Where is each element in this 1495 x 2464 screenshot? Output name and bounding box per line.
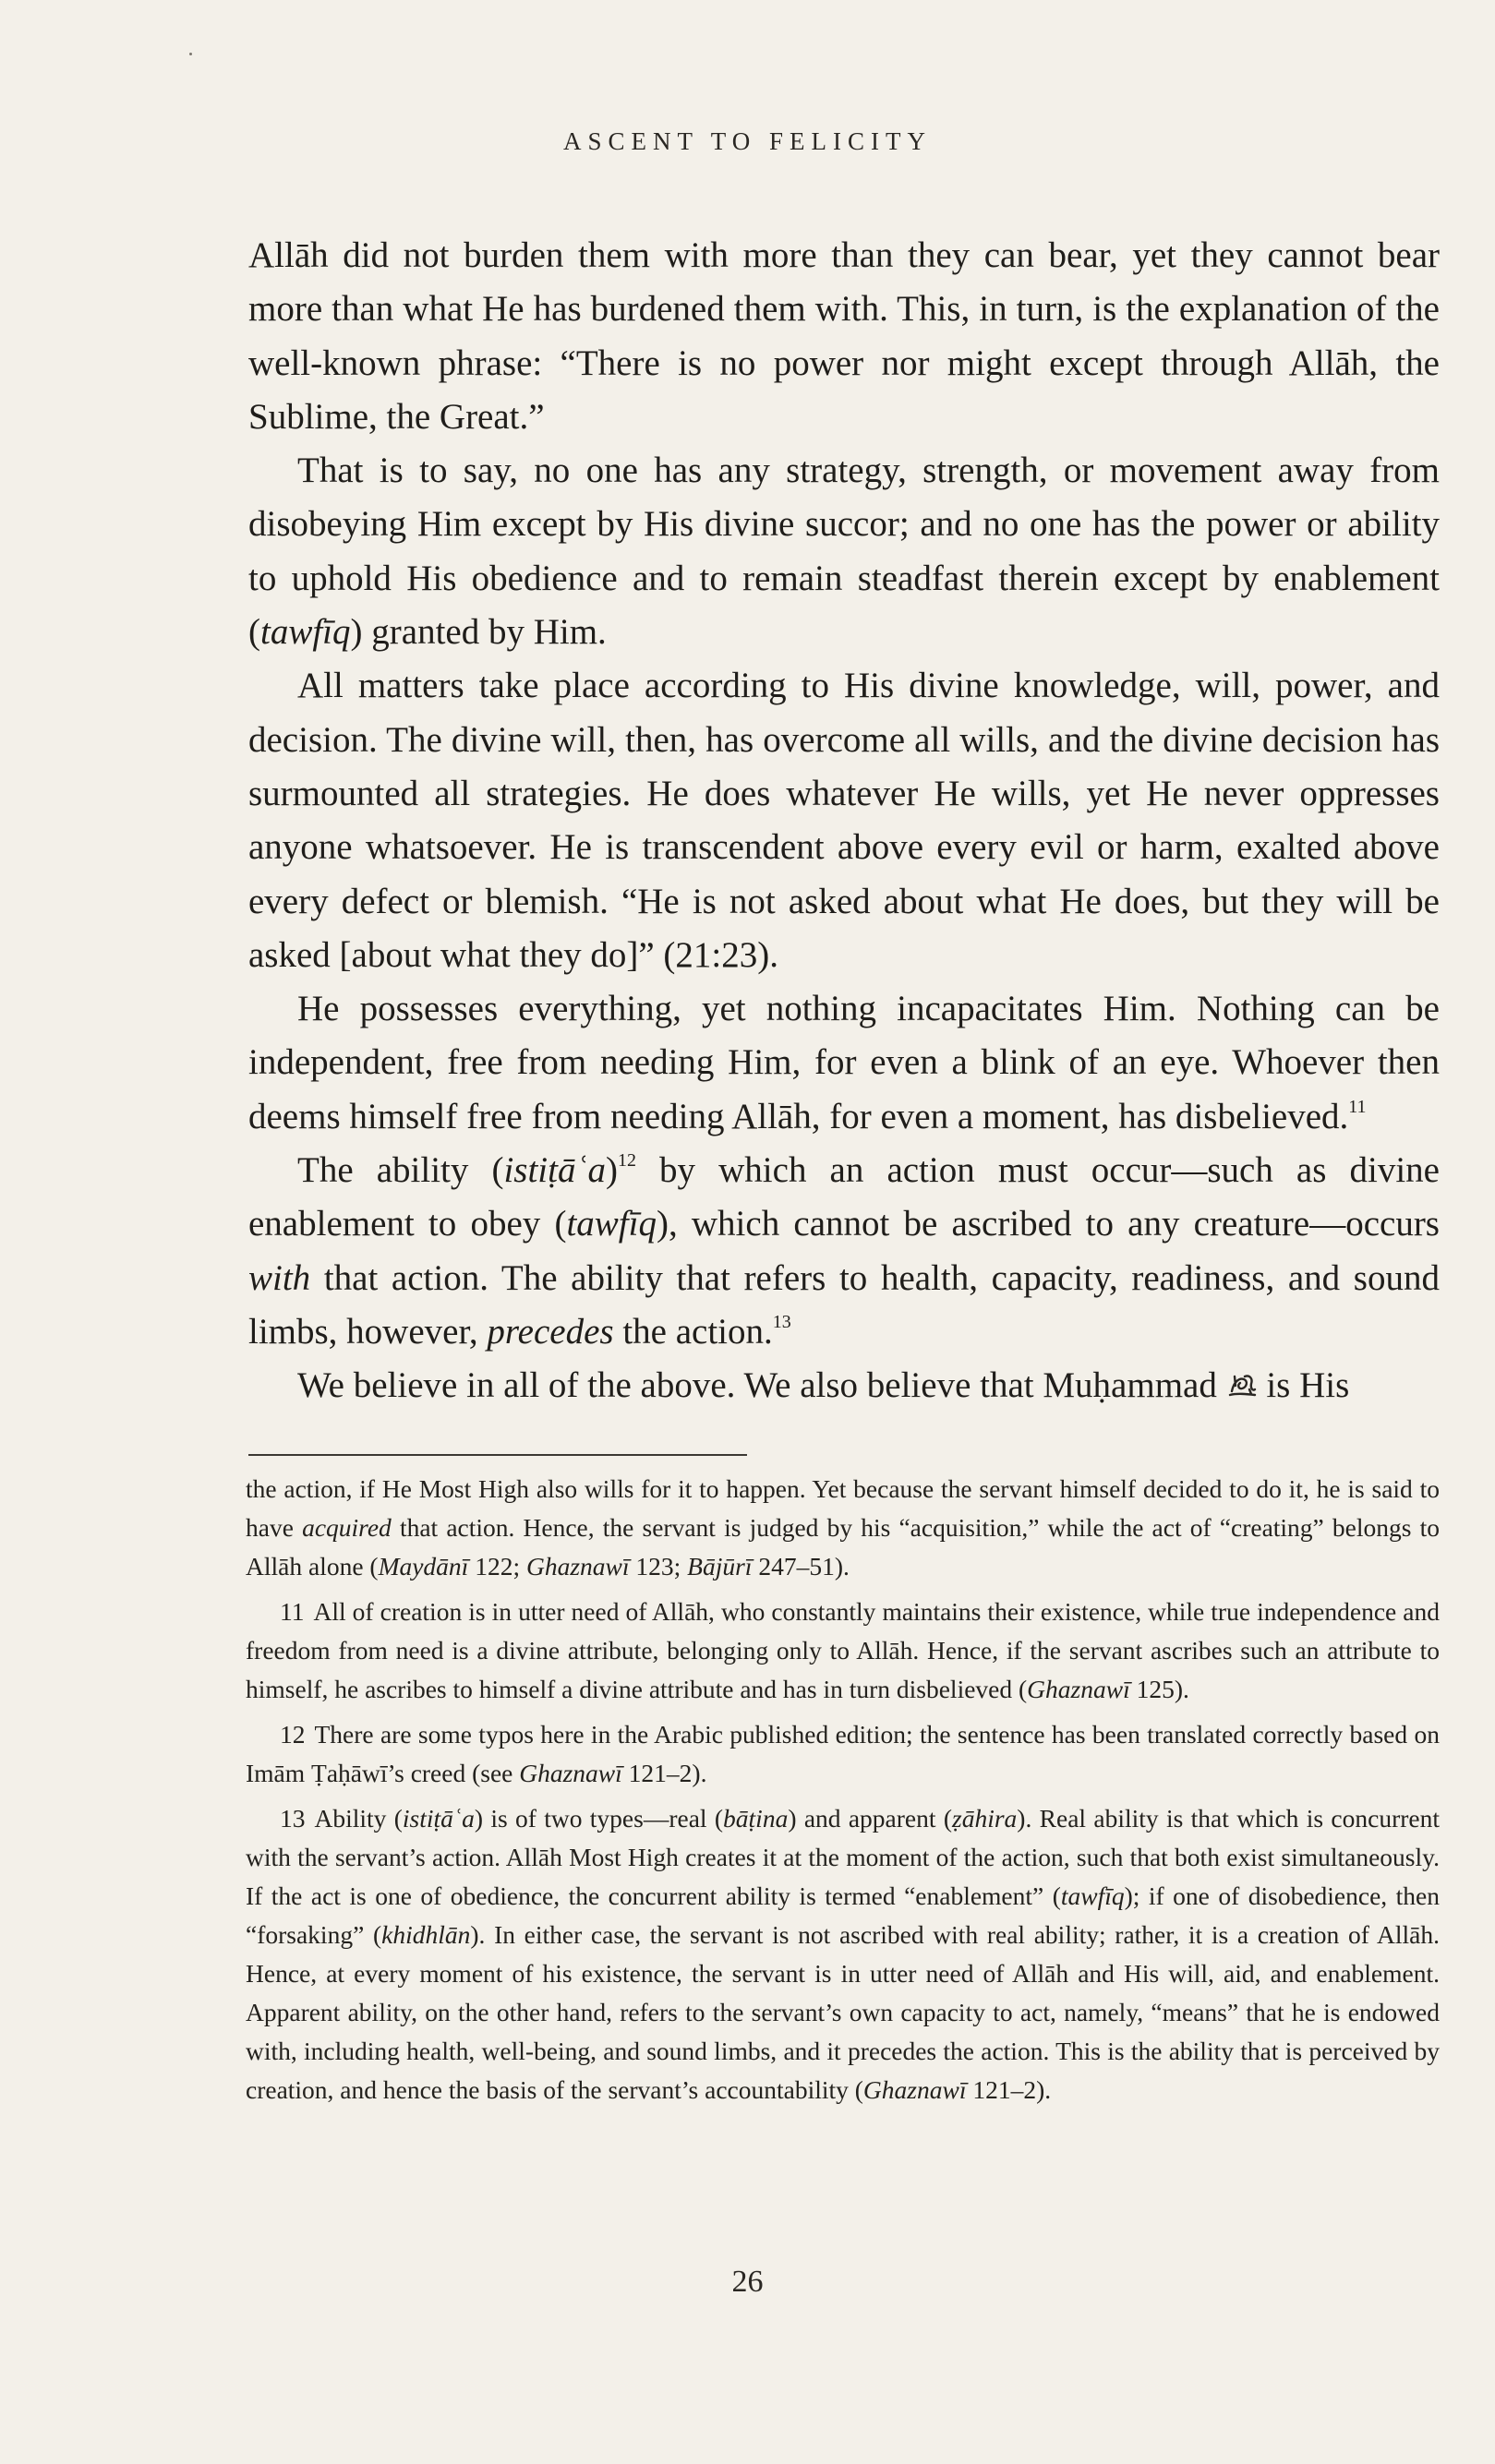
citation: Ghaznawī: [519, 1759, 622, 1787]
paragraph: [248, 1144, 1440, 1359]
footnote-continued: [246, 1470, 1440, 1586]
paragraph: [248, 1359, 1440, 1412]
term: istiṭāʿa: [503, 1150, 606, 1191]
text-run: We believe in all of the above. We also believe that Muḥammad: [297, 1365, 1217, 1406]
paper-speck: [189, 53, 192, 55]
text-run: that action. Hence, the servant is judged by his “acquisition,” while the act of “creating” belongs to Allāh alone (: [246, 1513, 1440, 1581]
term: istiṭāʿa: [402, 1804, 475, 1833]
citation: Ghaznawī: [862, 2075, 967, 2104]
paragraph: [248, 229, 1440, 444]
footnote-12: [246, 1715, 1440, 1793]
text-run: ). In either case, the servant is not ascribed with real ability; rather, it is a creation of Allāh. Hence, at every moment of his existence, the servant is in utter need of Allāh and His will, aid, and enablement. Apparent ability, on the other hand, refers to the servant’s own capacity to act, namely, “means” that he is endowed with, including health, well-being, and sound limbs, and it precedes the action. This is the ability that is perceived by creation, and hence the basis of the servant’s accountability (: [246, 1920, 1440, 2104]
emphasis: acquired: [302, 1513, 392, 1542]
footnote-number: 13: [280, 1804, 306, 1833]
paragraph: [248, 444, 1440, 659]
text-run: ), which cannot be ascribed to any creature—occurs: [656, 1204, 1440, 1244]
footnote-number: 11: [280, 1597, 305, 1626]
footnote-number: 12: [280, 1720, 306, 1749]
page-number: 26: [731, 2265, 764, 2299]
text-run: ) is of two types—real (: [474, 1804, 724, 1833]
text-run: All matters take place according to His divine knowledge, will, power, and decision. The divine will, then, has overcome all wills, and the divine decision has surmounted all strategies. He does whatever He wills, yet He never oppresses anyone whatsoever. He is transcendent above every evil or harm, exalted above every defect or blemish. “He is not asked about what He does, but they will be asked [about what they do]” (21:23).: [248, 666, 1440, 975]
term: tawfīq: [260, 612, 351, 653]
running-head: ASCENT TO FELICITY: [562, 127, 933, 155]
footnote-11: [246, 1593, 1440, 1709]
text-run: 123;: [629, 1552, 688, 1581]
text-run: The ability (: [297, 1150, 504, 1191]
term: khidhlān: [381, 1920, 471, 1949]
term: tawfīq: [1060, 1881, 1125, 1910]
emphasis: with: [248, 1257, 311, 1298]
text-run: He possesses everything, yet nothing incapacitates Him. Nothing can be independent, free from needing Him, for even a blink of an eye. Whoever then deems himself free from needing Allāh, for even a moment, has disbelieved.: [248, 989, 1440, 1136]
paragraph: [248, 982, 1440, 1144]
footnote-ref[interactable]: 13: [772, 1311, 791, 1332]
emphasis: precedes: [487, 1311, 614, 1352]
footnote-separator: [248, 1454, 747, 1456]
citation: Bājūrī: [687, 1552, 753, 1581]
text-run: ); if one of disobedience, then “forsaking” (: [246, 1881, 1440, 1949]
text-run: Allāh did not burden them with more than they can bear, yet they cannot bear more than what He has burdened them with. This, in turn, is the explanation of the well-known phrase: “There is no power nor might except through Allāh, the Sublime, the Great.”: [248, 235, 1440, 437]
text-run: ) and apparent (: [788, 1804, 952, 1833]
text-run: There are some typos here in the Arabic published edition; the sentence has been translated correctly based on Imām Ṭaḥāwī’s creed (see: [246, 1720, 1440, 1787]
term: bāṭina: [723, 1804, 789, 1833]
footnote-ref[interactable]: 11: [1348, 1096, 1367, 1117]
term: ẓāhira: [952, 1804, 1018, 1833]
text-run: Ability (: [314, 1804, 403, 1833]
text-run: 121–2).: [621, 1759, 707, 1787]
text-run: 125).: [1129, 1675, 1189, 1703]
text-run: the action.: [613, 1311, 773, 1352]
footnote-13: [246, 1799, 1440, 2109]
text-run: ). Real ability is that which is concurrent with the servant’s action. Allāh Most High creates it at the moment of the action, such that both exist simultaneously. If the act is one of obedience, the concurrent ability is termed “enablement” (: [246, 1804, 1440, 1910]
text-run: All of creation is in utter need of Allāh, who constantly maintains their existence, while true independence and freedom from need is a divine attribute, belonging only to Allāh. Hence, if the servant ascribes such an attribute to himself, he ascribes to himself a divine attribute and has in turn disbelieved (: [246, 1597, 1440, 1703]
text-run: 122;: [468, 1552, 526, 1581]
text-run: ) granted by Him.: [350, 612, 607, 653]
term: tawfīq: [566, 1204, 657, 1244]
paragraph: [248, 659, 1440, 982]
text-run: that action. The ability that refers to health, capacity, readiness, and sound limbs, however,: [248, 1257, 1440, 1352]
text-run: 247–51).: [752, 1552, 850, 1581]
text-run: ): [605, 1150, 618, 1191]
text-run: That is to say, no one has any strategy, strength, or movement away from disobeying Him except by His divine succor; and no one has the power or ability to uphold His obedience and to remain steadfast therein except by enablement (: [248, 451, 1440, 653]
citation: Maydānī: [378, 1552, 469, 1581]
text-run: by which an action must occur—such as divine enablement to obey (: [248, 1150, 1440, 1244]
footnotes: [246, 1470, 1440, 2116]
citation: Ghaznawī: [1027, 1675, 1130, 1703]
footnote-ref[interactable]: 12: [617, 1150, 636, 1172]
text-run: is His: [1257, 1365, 1350, 1406]
text-run: the action, if He Most High also wills for it to happen. Yet because the servant himself decided to do it, he is said to have: [246, 1474, 1440, 1542]
text-run: 121–2).: [966, 2075, 1052, 2104]
salawat-calligraphy-icon: [1226, 1369, 1258, 1400]
citation: Ghaznawī: [525, 1552, 630, 1581]
main-text: [248, 229, 1440, 1413]
